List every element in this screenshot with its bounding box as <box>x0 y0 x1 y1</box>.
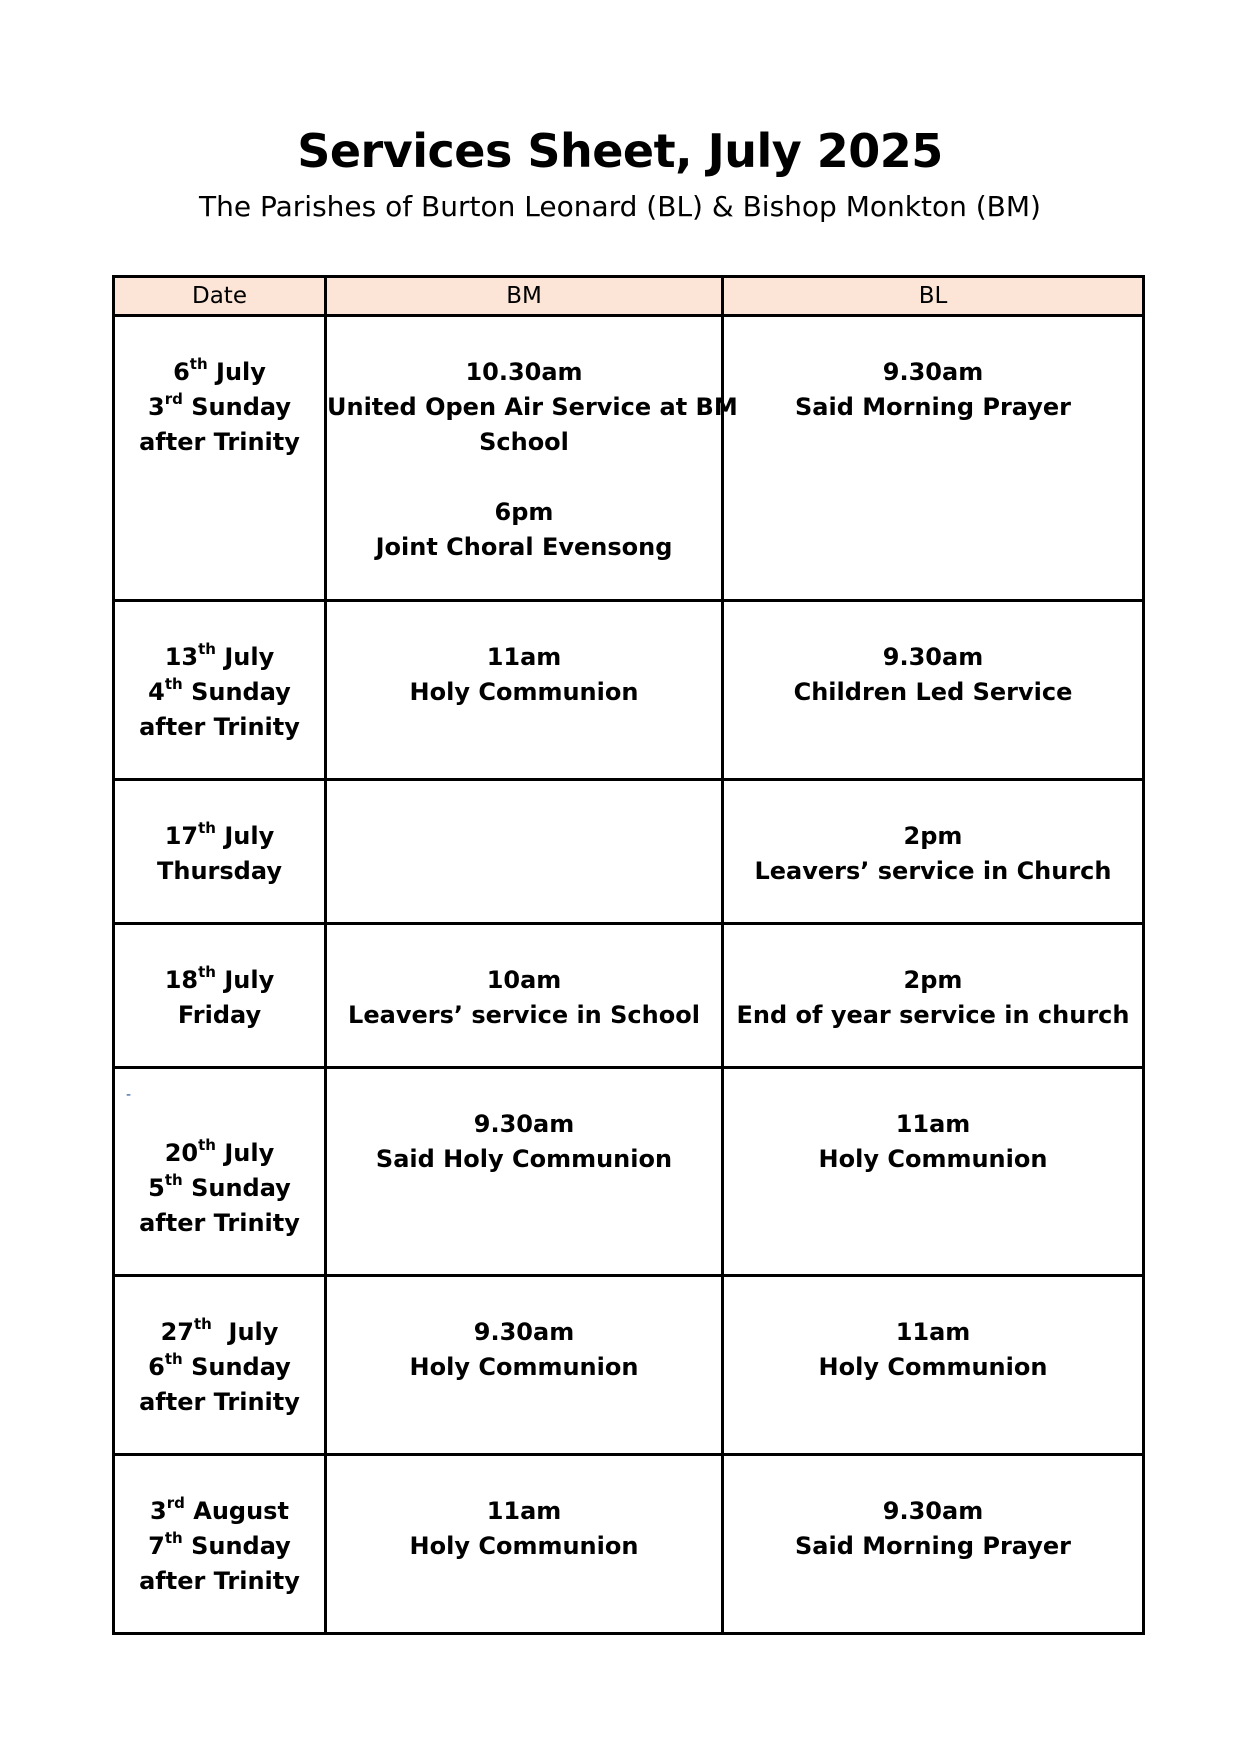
bl-service-cell: 9.30am Said Morning Prayer <box>723 316 1144 601</box>
bm-service-cell: 10am Leavers’ service in School <box>326 924 723 1068</box>
date-cell: 13th July 4th Sunday after Trinity <box>114 601 326 780</box>
table-row <box>114 1068 1144 1276</box>
date-cell: 20th July 5th Sunday after Trinity <box>114 1068 326 1276</box>
table-row <box>114 316 1144 601</box>
date-cell: 17th July Thursday <box>114 780 326 924</box>
table-row <box>114 924 1144 1068</box>
page-subtitle: The Parishes of Burton Leonard (BL) & Bishop Monkton (BM) <box>199 190 1041 223</box>
page-title: Services Sheet, July 2025 <box>297 124 943 178</box>
table-row <box>114 601 1144 780</box>
date-cell: 27th July 6th Sunday after Trinity <box>114 1276 326 1455</box>
bl-service-cell: 11am Holy Communion <box>723 1068 1144 1276</box>
date-cell: 6th July 3rd Sunday after Trinity <box>114 316 326 601</box>
table-row <box>114 1276 1144 1455</box>
table-row <box>114 780 1144 924</box>
bl-service-cell: 2pm Leavers’ service in Church <box>723 780 1144 924</box>
bm-service-cell <box>326 780 723 924</box>
column-header-date: Date <box>114 277 326 316</box>
services-table <box>112 275 1145 1635</box>
column-header-bm: BM <box>326 277 723 316</box>
bl-service-cell: 9.30am Said Morning Prayer <box>723 1455 1144 1634</box>
date-cell: 3rd August 7th Sunday after Trinity <box>114 1455 326 1634</box>
bm-service-cell: 9.30am Holy Communion <box>326 1276 723 1455</box>
bl-service-cell: 2pm End of year service in church <box>723 924 1144 1068</box>
bm-service-cell: 11am Holy Communion <box>326 601 723 780</box>
date-cell: 18th July Friday <box>114 924 326 1068</box>
bl-service-cell: 11am Holy Communion <box>723 1276 1144 1455</box>
bm-service-cell: 10.30am United Open Air Service at BM School 6pm Joint Choral Evensong <box>326 316 723 601</box>
table-row <box>114 1455 1144 1634</box>
column-header-bl: BL <box>723 277 1144 316</box>
edit-mark: - <box>126 1087 132 1103</box>
bl-service-cell: 9.30am Children Led Service <box>723 601 1144 780</box>
bm-service-cell: 9.30am Said Holy Communion <box>326 1068 723 1276</box>
table-header-row <box>114 277 1144 316</box>
bm-service-cell: 11am Holy Communion <box>326 1455 723 1634</box>
